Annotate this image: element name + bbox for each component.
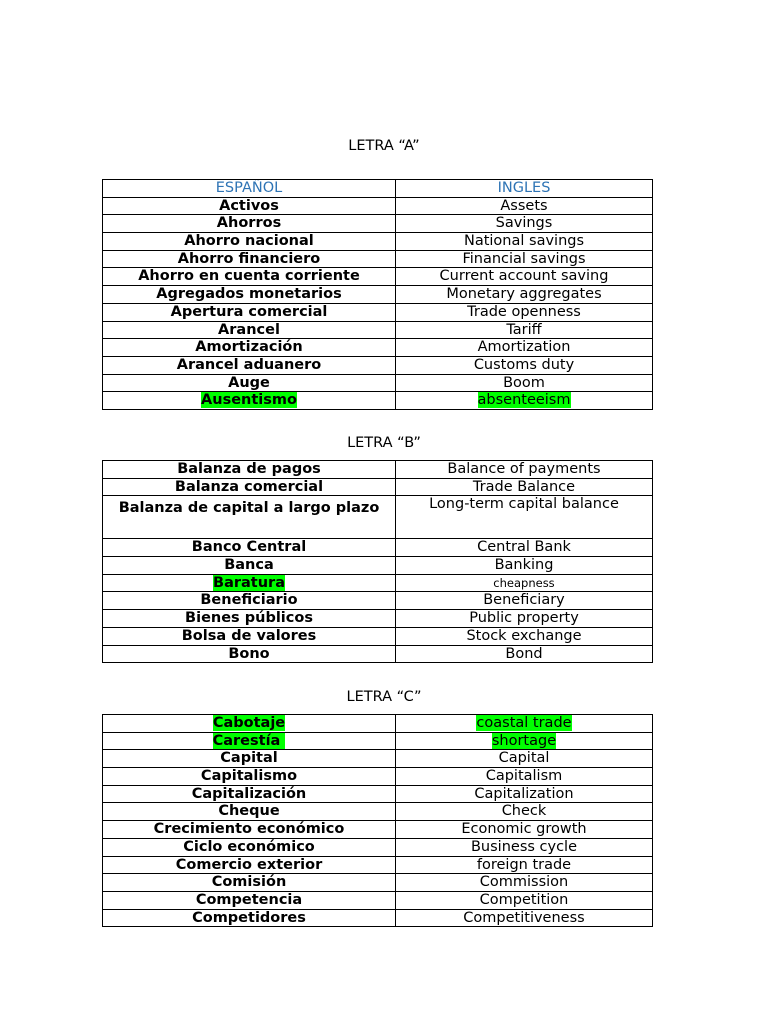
term-es (103, 392, 396, 410)
term-en: Boom (396, 374, 653, 392)
term-en: Check (396, 803, 653, 821)
term-es: Capitalismo (103, 768, 396, 786)
term-es: Capitalización (103, 785, 396, 803)
term-es: Balanza comercial (103, 478, 396, 496)
highlighted-term: Carestía (212, 732, 286, 749)
table-header-row (103, 180, 653, 198)
term-es: Bienes públicos (103, 610, 396, 628)
table-row (103, 785, 653, 803)
term-en: Beneficiary (396, 592, 653, 610)
highlighted-term: coastal trade (476, 715, 572, 731)
table-row (103, 821, 653, 839)
term-en: Current account saving (396, 268, 653, 286)
term-en: Long-term capital balance (396, 496, 653, 539)
highlighted-term: shortage (491, 732, 557, 749)
table-row (103, 250, 653, 268)
table-row (103, 627, 653, 645)
term-en: Customs duty (396, 356, 653, 374)
term-en: Economic growth (396, 821, 653, 839)
table-row (103, 539, 653, 557)
term-es: Banco Central (103, 539, 396, 557)
term-en: Trade openness (396, 303, 653, 321)
table-row (103, 356, 653, 374)
term-es: Arancel (103, 321, 396, 339)
term-en: Amortization (396, 339, 653, 357)
table-row (103, 197, 653, 215)
term-en (396, 715, 653, 733)
section-c-heading: LETRA “C” (346, 689, 422, 705)
term-en: Banking (396, 557, 653, 575)
term-es: Arancel aduanero (103, 356, 396, 374)
term-en (396, 392, 653, 410)
table-row (103, 768, 653, 786)
term-en: cheapness (396, 574, 653, 592)
table-row (103, 496, 653, 539)
section-b-table (102, 460, 653, 663)
term-es: Comercio exterior (103, 856, 396, 874)
table-row (103, 392, 653, 410)
table-row (103, 478, 653, 496)
term-en: Competition (396, 891, 653, 909)
term-en: Commission (396, 874, 653, 892)
term-es: Ahorros (103, 215, 396, 233)
table-row (103, 732, 653, 750)
term-en: Business cycle (396, 838, 653, 856)
highlighted-term: Cabotaje (212, 715, 286, 731)
term-es: Ciclo económico (103, 838, 396, 856)
term-en: foreign trade (396, 856, 653, 874)
table-row (103, 574, 653, 592)
term-en: Capital (396, 750, 653, 768)
table-row (103, 268, 653, 286)
term-en: Savings (396, 215, 653, 233)
term-es: Banca (103, 557, 396, 575)
term-en: Monetary aggregates (396, 286, 653, 304)
term-es (103, 715, 396, 733)
table-row (103, 233, 653, 251)
term-es: Amortización (103, 339, 396, 357)
term-en: Competitiveness (396, 909, 653, 927)
table-row (103, 715, 653, 733)
term-es: Crecimiento económico (103, 821, 396, 839)
term-en: Capitalism (396, 768, 653, 786)
table-row (103, 339, 653, 357)
term-en: Capitalization (396, 785, 653, 803)
highlighted-term: Baratura (213, 574, 285, 591)
term-en: Stock exchange (396, 627, 653, 645)
term-es: Apertura comercial (103, 303, 396, 321)
term-es: Competidores (103, 909, 396, 927)
table-row (103, 557, 653, 575)
term-es: Competencia (103, 891, 396, 909)
term-es: Auge (103, 374, 396, 392)
term-es: Ahorro financiero (103, 250, 396, 268)
highlighted-term: absenteeism (477, 392, 571, 409)
term-en: Tariff (396, 321, 653, 339)
header-ingles: INGLES (396, 180, 653, 198)
table-row (103, 592, 653, 610)
term-en: Central Bank (396, 539, 653, 557)
table-row (103, 286, 653, 304)
table-row (103, 321, 653, 339)
table-row (103, 303, 653, 321)
table-row (103, 838, 653, 856)
term-es: Ahorro en cuenta corriente (103, 268, 396, 286)
table-row (103, 645, 653, 663)
section-a-table (102, 179, 653, 410)
table-row (103, 874, 653, 892)
term-es: Balanza de pagos (103, 461, 396, 479)
term-es: Ahorro nacional (103, 233, 396, 251)
term-en: Bond (396, 645, 653, 663)
table-row (103, 856, 653, 874)
table-row (103, 909, 653, 927)
highlighted-term: Ausentismo (201, 392, 297, 409)
section-c-table (102, 714, 653, 927)
header-espanol: ESPAÑOL (103, 180, 396, 198)
table-row (103, 803, 653, 821)
term-en: Trade Balance (396, 478, 653, 496)
term-en: Assets (396, 197, 653, 215)
term-en: Public property (396, 610, 653, 628)
table-row (103, 461, 653, 479)
term-en: Financial savings (396, 250, 653, 268)
term-es: Comisión (103, 874, 396, 892)
table-row (103, 891, 653, 909)
term-en (396, 732, 653, 750)
section-b-heading: LETRA “B” (347, 435, 421, 451)
term-es: Capital (103, 750, 396, 768)
table-row (103, 750, 653, 768)
term-en: Balance of payments (396, 461, 653, 479)
term-es: Bono (103, 645, 396, 663)
term-es: Activos (103, 197, 396, 215)
term-es (103, 574, 396, 592)
term-es: Agregados monetarios (103, 286, 396, 304)
term-es: Beneficiario (103, 592, 396, 610)
table-row (103, 610, 653, 628)
table-row (103, 215, 653, 233)
term-es: Bolsa de valores (103, 627, 396, 645)
term-en: National savings (396, 233, 653, 251)
term-es (103, 732, 396, 750)
section-a-heading: LETRA “A” (348, 138, 420, 154)
table-row (103, 374, 653, 392)
term-es: Cheque (103, 803, 396, 821)
term-es: Balanza de capital a largo plazo (103, 496, 396, 539)
